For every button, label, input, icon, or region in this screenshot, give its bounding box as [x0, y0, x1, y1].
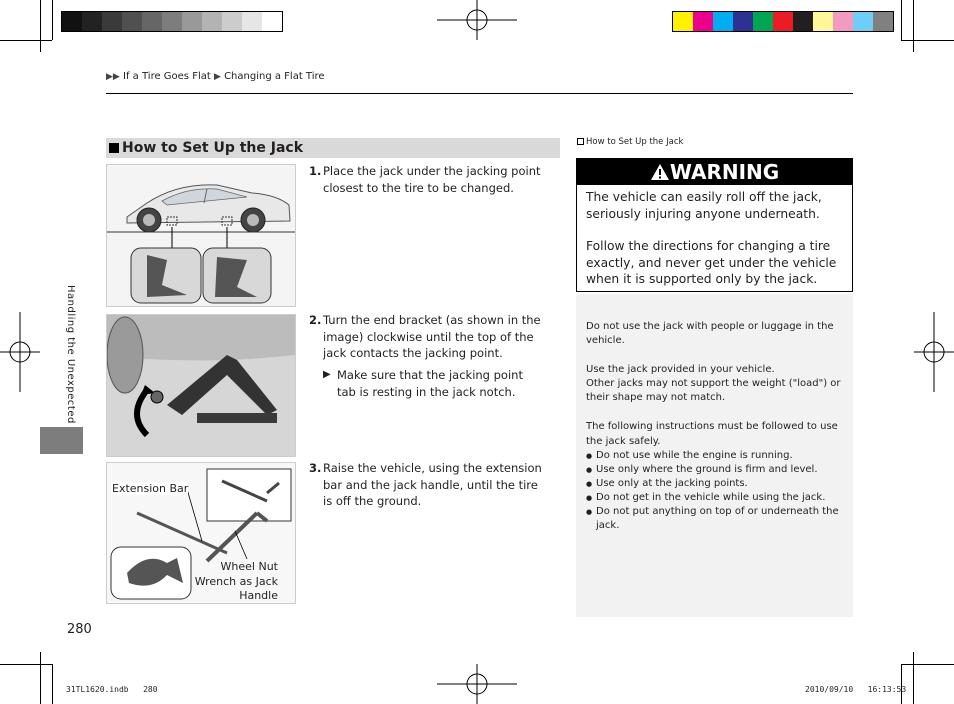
note-paragraph: Do not use the jack with people or luggage in the vehicle. — [586, 321, 834, 347]
sidebar-ref-text: How to Set Up the Jack — [586, 137, 684, 147]
color-swatch — [102, 12, 122, 31]
color-bar — [672, 11, 894, 32]
label-extension-bar: Extension Bar — [112, 482, 189, 495]
note-paragraph — [586, 363, 843, 405]
color-swatch — [713, 12, 733, 31]
color-swatch — [62, 12, 82, 31]
step-3 — [309, 460, 549, 510]
color-swatch — [162, 12, 182, 31]
breadcrumb-current: Changing a Flat Tire — [224, 71, 325, 82]
safety-bullet-list — [586, 449, 843, 534]
step-number: 1. — [309, 164, 322, 178]
square-bullet-icon — [109, 143, 119, 153]
list-item: ● Do not get in the vehicle while using the jack. — [586, 491, 843, 505]
reference-box-icon — [577, 138, 584, 145]
list-item: ● Do not use while the engine is running. — [586, 449, 843, 463]
step-text: Raise the vehicle, using the extension bar and the jack handle, until the tire is off the ground. — [323, 461, 542, 508]
color-swatch — [853, 12, 873, 31]
figure-jacking-points — [106, 164, 296, 307]
car-illustration — [107, 165, 295, 306]
warning-header — [577, 159, 852, 185]
note-paragraph: The following instructions must be followed to use the jack safely. — [586, 421, 838, 447]
side-tab-marker — [40, 427, 83, 454]
breadcrumb — [106, 71, 325, 82]
color-swatch — [773, 12, 793, 31]
color-swatch — [753, 12, 773, 31]
step-text: Turn the end bracket (as shown in the image) clockwise until the top of the jack contacts the jacking point. — [323, 313, 541, 360]
warning-body — [577, 185, 852, 292]
step-2 — [309, 312, 549, 362]
section-title: How to Set Up the Jack — [122, 140, 304, 156]
arrow-icon: ▶▶ — [106, 72, 120, 82]
color-swatch — [202, 12, 222, 31]
arrow-icon: ▶ — [213, 72, 221, 82]
notes-panel — [576, 294, 853, 617]
footer-timestamp: 2010/09/10 16:13:53 — [805, 685, 907, 694]
step-text: Place the jack under the jacking point closest to the tire to be changed. — [323, 164, 541, 195]
note-line: Other jacks may not support the weight ("load") or their shape may not match. — [586, 378, 841, 404]
warning-title: WARNING — [669, 160, 780, 184]
step-1 — [309, 163, 549, 196]
jack-illustration — [107, 315, 295, 456]
color-swatch — [873, 12, 893, 31]
note-line: Use the jack provided in your vehicle. — [586, 364, 775, 376]
color-swatch — [733, 12, 753, 31]
warning-paragraph: The vehicle can easily roll off the jack, seriously injuring anyone underneath. — [586, 190, 822, 221]
color-swatch — [222, 12, 242, 31]
step-2-note — [323, 367, 543, 400]
list-item: ● Use only at the jacking points. — [586, 477, 843, 491]
footer-file: 31TL1620.indb 280 — [66, 685, 158, 694]
color-swatch — [673, 12, 693, 31]
arrow-icon: ▶ — [323, 369, 331, 380]
color-swatch — [262, 12, 282, 31]
sidebar-ref — [577, 137, 683, 147]
label-wheel-nut-wrench: Wheel Nut Wrench as Jack Handle — [194, 560, 278, 602]
color-swatch — [142, 12, 162, 31]
color-swatch — [833, 12, 853, 31]
warning-triangle-icon — [650, 163, 670, 181]
color-swatch — [182, 12, 202, 31]
color-swatch — [793, 12, 813, 31]
side-tab-label: Handling the Unexpected — [65, 285, 76, 424]
section-heading — [106, 138, 560, 158]
step-number: 2. — [309, 313, 322, 327]
list-item: ● Do not put anything on top of or underneath the jack. — [586, 505, 843, 533]
header-rule — [106, 93, 853, 94]
color-swatch — [82, 12, 102, 31]
figure-turn-bracket — [106, 314, 296, 457]
color-swatch — [122, 12, 142, 31]
color-swatch — [813, 12, 833, 31]
gray-scale-bar — [61, 11, 283, 32]
breadcrumb-parent[interactable]: If a Tire Goes Flat — [123, 71, 211, 82]
color-swatch — [693, 12, 713, 31]
step-note-text: Make sure that the jacking point tab is resting in the jack notch. — [337, 368, 523, 399]
warning-paragraph: Follow the directions for changing a tire exactly, and never get under the vehicle when it is supported only by the jack. — [586, 239, 837, 286]
list-item: ● Use only where the ground is firm and level. — [586, 463, 843, 477]
warning-box — [576, 158, 853, 292]
color-swatch — [242, 12, 262, 31]
step-number: 3. — [309, 461, 322, 475]
page-number: 280 — [67, 622, 92, 637]
